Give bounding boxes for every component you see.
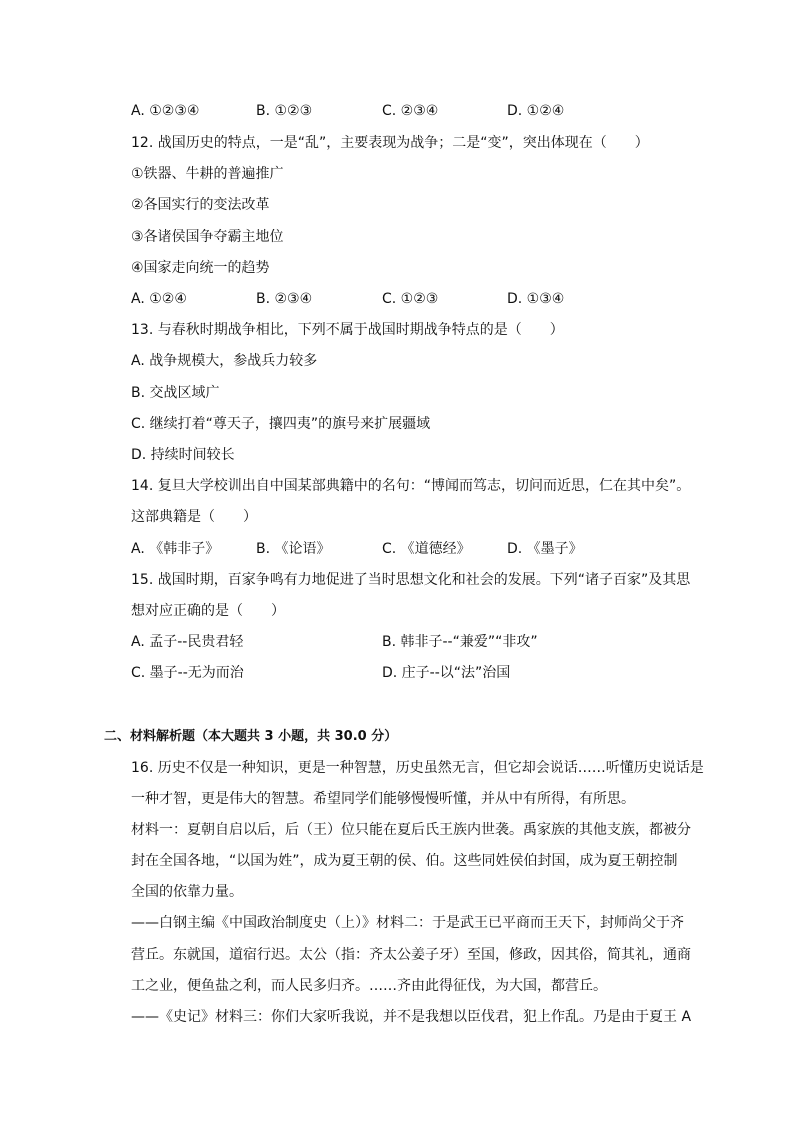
q16-line-4: 封在全国各地，“以国为姓”，成为夏王朝的侯、伯。这些同姓侯伯封国，成为夏王朝控制	[131, 853, 678, 869]
q16-line-1: 16. 历史不仅是一种知识，更是一种智慧，历史虽然无言，但它却会说话……听懂历史说话是	[131, 760, 704, 776]
q13-option-a: A. 战争规模大，参战兵力较多	[131, 353, 318, 369]
q16-line-8: 工之业，便鱼盐之利，而人民多归齐。……齐由此得征伐，为大国，都营丘。	[131, 978, 607, 994]
q13-stem: 13. 与春秋时期战争相比，下列不属于战国时期战争特点的是（ ）	[131, 322, 564, 338]
q16-line-9: ——《史记》材料三：你们大家听我说，并不是我想以臣伐君，犯上作乱。乃是由于夏王 A	[131, 1009, 692, 1025]
q14-stem-line-2: 这部典籍是（ ）	[131, 509, 257, 525]
q14-stem-line-1: 14. 复旦大学校训出自中国某部典籍中的名句：“博闻而笃志，切问而近思，仁在其中矣”。	[131, 478, 691, 494]
q11-option-d: D. ①②④	[507, 103, 565, 119]
q12-option-a: A. ①②④	[131, 291, 187, 307]
q12-item-4: ④国家走向统一的趋势	[131, 260, 270, 276]
q15-option-b: B. 韩非子--“兼爱”“非攻”	[382, 634, 538, 650]
q11-option-c: C. ②③④	[382, 103, 439, 119]
q16-line-7: 营丘。东就国，道宿行迟。太公（指：齐太公姜子牙）至国，修政，因其俗，简其礼，通商	[131, 947, 691, 963]
q14-option-b: B. 《论语》	[256, 541, 331, 557]
q16-line-5: 全国的依靠力量。	[131, 884, 243, 900]
q16-line-3: 材料一：夏朝自启以后，后（王）位只能在夏后氏王族内世袭。禹家族的其他支族，都被分	[131, 822, 691, 838]
q13-option-b: B. 交战区域广	[131, 385, 220, 401]
q16-line-2: 一种才智，更是伟大的智慧。希望同学们能够慢慢听懂，并从中有所得，有所思。	[131, 791, 635, 807]
q12-item-3: ③各诸侯国争夺霸主地位	[131, 229, 284, 245]
q15-stem-line-2: 想对应正确的是（ ）	[131, 603, 285, 619]
q15-option-c: C. 墨子--无为而治	[131, 665, 244, 681]
q15-option-a: A. 孟子--民贵君轻	[131, 634, 244, 650]
q14-option-a: A. 《韩非子》	[131, 541, 220, 557]
q12-item-1: ①铁器、牛耕的普遍推广	[131, 166, 284, 182]
q12-item-2: ②各国实行的变法改革	[131, 197, 270, 213]
q13-option-c: C. 继续打着“尊天子，攘四夷”的旗号来扩展疆域	[131, 416, 431, 432]
q14-option-d: D. 《墨子》	[507, 541, 583, 557]
q12-option-d: D. ①③④	[507, 291, 565, 307]
q15-stem-line-1: 15. 战国时期，百家争鸣有力地促进了当时思想文化和社会的发展。下列“诸子百家”及其思	[131, 572, 691, 588]
q12-option-c: C. ①②③	[382, 291, 439, 307]
q16-line-6: ——白钢主编《中国政治制度史（上）》材料二：于是武王已平商而王天下，封师尚父于齐	[131, 915, 684, 931]
q11-option-a: A. ①②③④	[131, 103, 200, 119]
q12-option-b: B. ②③④	[256, 291, 313, 307]
q15-option-d: D. 庄子--以“法”治国	[382, 665, 511, 681]
q11-option-b: B. ①②③	[256, 103, 313, 119]
q13-option-d: D. 持续时间较长	[131, 447, 235, 463]
q14-option-c: C. 《道德经》	[382, 541, 471, 557]
q12-stem: 12. 战国历史的特点，一是“乱”，主要表现为战争；二是“变”，突出体现在（ ）	[131, 135, 649, 151]
section-heading: 二、材料解析题（本大题共 3 小题，共 30.0 分）	[104, 729, 398, 744]
